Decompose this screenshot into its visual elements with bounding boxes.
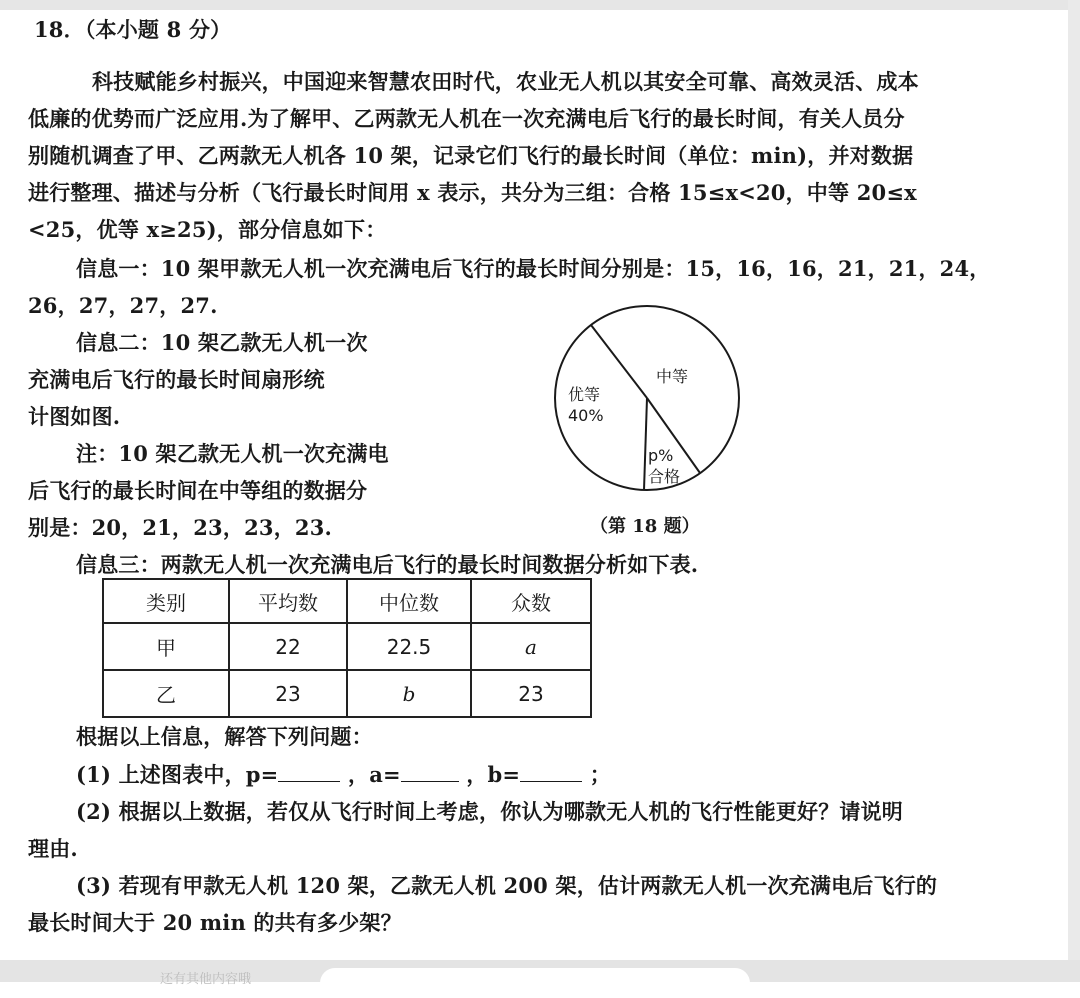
table-header-cell: 中位数 (347, 579, 471, 623)
question-2-line-1: (2) 根据以上数据，若仅从飞行时间上考虑，你认为哪款无人机的飞行性能更好？请说明 (76, 799, 903, 824)
q1-end: ； (589, 762, 611, 787)
bottom-ghost-text: 还有其他内容哦 (160, 972, 252, 987)
pie-value-hege: p% (648, 446, 674, 465)
intro-line-3: 别随机调查了甲、乙两款无人机各 10 架，记录它们飞行的最长时间（单位：min)，并对数据 (28, 143, 914, 168)
note-line-3: 别是：20，21，23，23，23. (28, 515, 333, 540)
table-cell: 23 (229, 670, 347, 717)
problem-header: 18．（本小题 8 分） (34, 17, 232, 42)
answer-blank-p[interactable] (278, 763, 340, 782)
pie-chart (552, 300, 742, 500)
q1-prefix: (1) 上述图表中，p= (76, 762, 279, 787)
intro-line-4: 进行整理、描述与分析（飞行最长时间用 x 表示，共分为三组：合格 15≤x<20，中等 20≤x (28, 180, 917, 205)
bottom-input-pill[interactable] (320, 968, 750, 998)
info2-line-3: 计图如图. (28, 404, 121, 429)
question-1 (76, 759, 611, 789)
table-cell: b (347, 670, 471, 717)
intro-line-1: 科技赋能乡村振兴，中国迎来智慧农田时代，农业无人机以其安全可靠、高效灵活、成本 (92, 69, 919, 94)
top-edge (0, 0, 1080, 10)
info1-line-1: 信息一：10 架甲款无人机一次充满电后飞行的最长时间分别是：15，16，16，21，21，24， (76, 256, 991, 281)
table-cell: 23 (471, 670, 591, 717)
info3-line: 信息三：两款无人机一次充满电后飞行的最长时间数据分析如下表. (76, 552, 699, 577)
table-cell: 甲 (103, 623, 229, 670)
table-cell: 22 (229, 623, 347, 670)
question-3-line-2: 最长时间大于 20 min 的共有多少架？ (28, 910, 402, 935)
pie-label-youdeng: 优等 (568, 385, 601, 404)
pie-divider-bottom (644, 398, 647, 490)
note-line-1: 注：10 架乙款无人机一次充满电 (76, 441, 389, 466)
info1-line-2: 26，27，27，27. (28, 293, 218, 318)
table-row (103, 670, 591, 717)
intro-line-5: <25，优等 x≥25)，部分信息如下： (28, 217, 387, 242)
answer-blank-a[interactable] (401, 763, 459, 782)
stats-table (102, 578, 592, 718)
table-header-cell: 众数 (471, 579, 591, 623)
q1-a-label: ，a= (348, 762, 401, 787)
scrollbar-track[interactable] (1068, 0, 1080, 960)
info2-line-1: 信息二：10 架乙款无人机一次 (76, 330, 368, 355)
note-line-2: 后飞行的最长时间在中等组的数据分 (28, 478, 368, 503)
intro-line-2: 低廉的优势而广泛应用.为了解甲、乙两款无人机在一次充满电后飞行的最长时间，有关人员分 (28, 106, 905, 131)
answer-blank-b[interactable] (520, 763, 582, 782)
pie-label-hege: 合格 (648, 467, 681, 486)
table-cell: a (471, 623, 591, 670)
table-row (103, 623, 591, 670)
table-header-row (103, 579, 591, 623)
info2-line-2: 充满电后飞行的最长时间扇形统 (28, 367, 325, 392)
instruction-line: 根据以上信息，解答下列问题： (76, 724, 373, 749)
table-cell: 22.5 (347, 623, 471, 670)
pie-label-zhongdeng: 中等 (656, 367, 689, 386)
question-2-line-2: 理由. (28, 836, 78, 861)
figure-caption: （第 18 题） (590, 516, 700, 537)
table-header-cell: 类别 (103, 579, 229, 623)
table-cell: 乙 (103, 670, 229, 717)
pie-value-youdeng: 40% (568, 406, 604, 425)
table-header-cell: 平均数 (229, 579, 347, 623)
question-3-line-1: (3) 若现有甲款无人机 120 架，乙款无人机 200 架，估计两款无人机一次充满电后飞行的 (76, 873, 938, 898)
q1-b-label: ，b= (466, 762, 521, 787)
